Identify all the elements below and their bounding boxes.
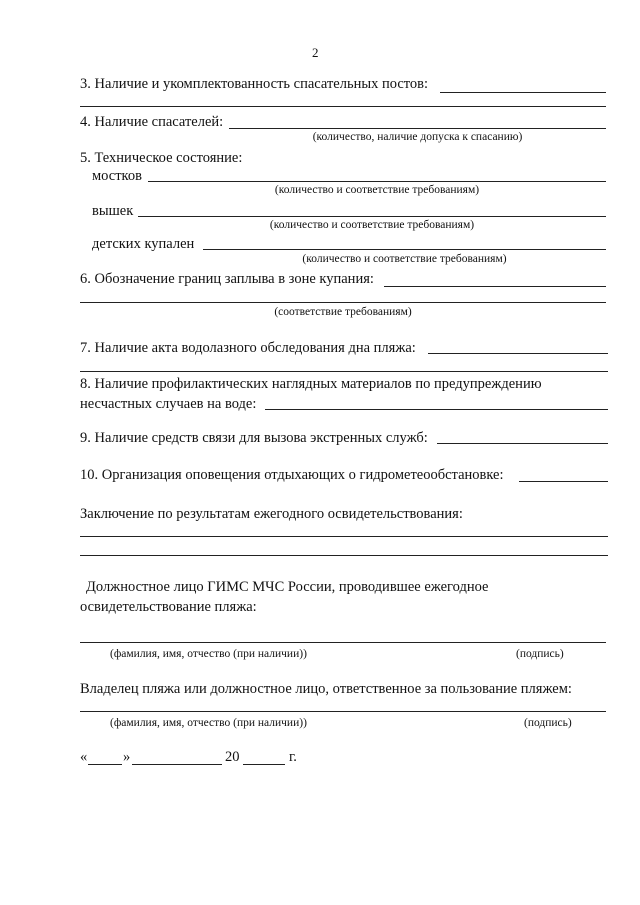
kids-pools-answer-line[interactable] bbox=[203, 249, 606, 250]
official-label-line-1: Должностное лицо ГИМС МЧС России, проводившее ежегодное bbox=[86, 579, 489, 595]
owner-sign-caption: (подпись) bbox=[524, 717, 572, 729]
owner-signature-line[interactable] bbox=[80, 711, 606, 712]
date-open-quote: « bbox=[80, 749, 88, 765]
conclusion-line-2[interactable] bbox=[80, 555, 608, 556]
item-weather-notice: 10. Организация оповещения отдыхающих о гидрометеообстановке: bbox=[80, 467, 504, 483]
page-number: 2 bbox=[312, 45, 319, 60]
kids-pools-label: детских купален bbox=[92, 236, 195, 252]
lifeguards-caption: (количество, наличие допуска к спасанию) bbox=[312, 131, 523, 143]
item-lifeguard-posts: 3. Наличие и укомплектованность спасательных постов: bbox=[80, 76, 429, 92]
bridges-label: мостков bbox=[92, 168, 142, 184]
official-name-caption: (фамилия, имя, отчество (при наличии)) bbox=[110, 648, 307, 660]
swim-bounds-caption: (соответствие требованиям) bbox=[274, 306, 412, 318]
official-label-line-2: освидетельствование пляжа: bbox=[80, 599, 257, 615]
date-day-line[interactable] bbox=[88, 764, 122, 765]
conclusion-line-1[interactable] bbox=[80, 536, 608, 537]
kids-pools-caption: (количество и соответствие требованиям) bbox=[302, 253, 507, 265]
lifeguard-posts-answer-line-2[interactable] bbox=[80, 106, 606, 107]
towers-label: вышек bbox=[92, 203, 134, 219]
conclusion-label: Заключение по результатам ежегодного освидетельствования: bbox=[80, 506, 463, 522]
towers-answer-line[interactable] bbox=[138, 216, 606, 217]
official-sign-caption: (подпись) bbox=[516, 648, 564, 660]
item-swim-bounds: 6. Обозначение границ заплыва в зоне купания: bbox=[80, 271, 374, 287]
communication-answer-line[interactable] bbox=[437, 443, 608, 444]
owner-name-caption: (фамилия, имя, отчество (при наличии)) bbox=[110, 717, 307, 729]
item-materials-line-1: 8. Наличие профилактических наглядных материалов по предупреждению bbox=[80, 376, 542, 392]
date-close-quote: » bbox=[123, 749, 131, 765]
date-year-line[interactable] bbox=[243, 764, 285, 765]
item-diving-act: 7. Наличие акта водолазного обследования дна пляжа: bbox=[80, 340, 416, 356]
swim-bounds-answer-line-2[interactable] bbox=[80, 302, 606, 303]
swim-bounds-answer-line[interactable] bbox=[384, 286, 606, 287]
date-year-suffix: г. bbox=[289, 749, 297, 765]
item-lifeguards: 4. Наличие спасателей: bbox=[80, 114, 224, 130]
owner-label: Владелец пляжа или должностное лицо, ответственное за пользование пляжем: bbox=[80, 681, 572, 697]
item-communication: 9. Наличие средств связи для вызова экстренных служб: bbox=[80, 430, 428, 446]
date-month-line[interactable] bbox=[132, 764, 222, 765]
diving-act-answer-line-2[interactable] bbox=[80, 371, 608, 372]
item-materials-line-2: несчастных случаев на воде: bbox=[80, 396, 257, 412]
materials-answer-line[interactable] bbox=[265, 409, 608, 410]
official-signature-line[interactable] bbox=[80, 642, 606, 643]
date-year-prefix: 20 bbox=[225, 749, 240, 765]
diving-act-answer-line[interactable] bbox=[428, 353, 608, 354]
weather-notice-answer-line[interactable] bbox=[519, 481, 608, 482]
bridges-caption: (количество и соответствие требованиям) bbox=[274, 184, 480, 196]
lifeguards-answer-line[interactable] bbox=[229, 128, 606, 129]
bridges-answer-line[interactable] bbox=[148, 181, 606, 182]
towers-caption: (количество и соответствие требованиям) bbox=[269, 219, 475, 231]
lifeguard-posts-answer-line[interactable] bbox=[440, 92, 606, 93]
item-tech-state: 5. Техническое состояние: bbox=[80, 150, 243, 166]
